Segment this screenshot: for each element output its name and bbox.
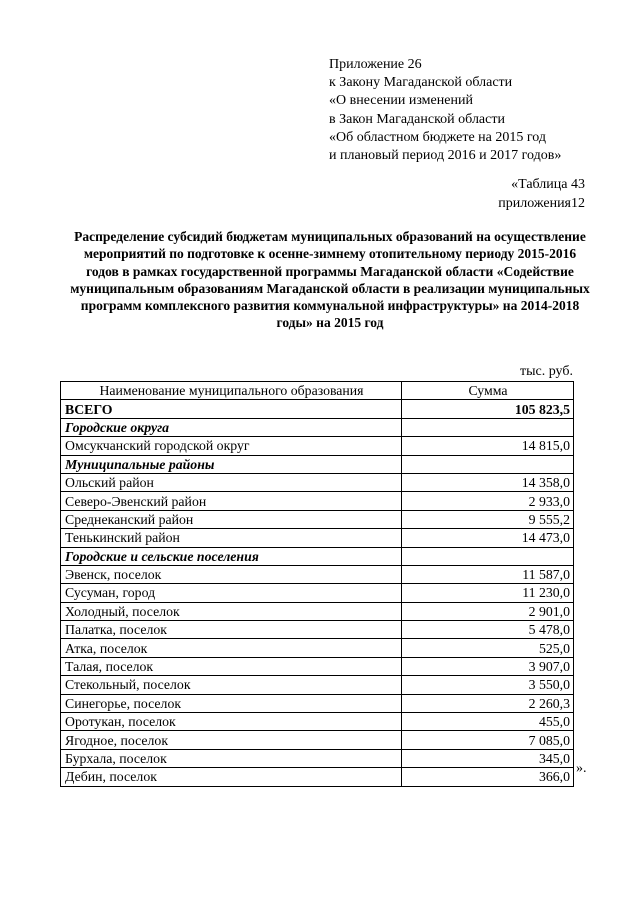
municipality-sum: 14 815,0 <box>402 437 574 455</box>
group-sum-empty <box>402 547 574 565</box>
municipality-name: Ольский район <box>61 473 402 491</box>
group-title: Городские округа <box>61 418 402 436</box>
group-header-row <box>61 455 574 473</box>
municipality-sum: 2 933,0 <box>402 492 574 510</box>
header-name: Наименование муниципального образования <box>61 382 402 400</box>
appendix-line: и плановый период 2016 и 2017 годов» <box>329 148 562 164</box>
municipality-sum: 11 230,0 <box>402 584 574 602</box>
municipality-name: Холодный, поселок <box>61 602 402 620</box>
table-row <box>61 768 574 786</box>
municipality-name: Оротукан, поселок <box>61 713 402 731</box>
municipality-sum: 9 555,2 <box>402 510 574 528</box>
table-row <box>61 492 574 510</box>
municipality-name: Синегорье, поселок <box>61 694 402 712</box>
appendix-block <box>329 56 561 165</box>
closing-quote: ». <box>576 761 587 776</box>
table-row <box>61 639 574 657</box>
table-row <box>61 694 574 712</box>
municipality-name: Дебин, поселок <box>61 768 402 786</box>
unit-label: тыс. руб. <box>520 364 573 379</box>
group-title: Муниципальные районы <box>61 455 402 473</box>
appendix-line: Приложение 26 <box>329 57 422 72</box>
total-label: ВСЕГО <box>61 400 402 418</box>
municipality-name: Омсукчанский городской округ <box>61 437 402 455</box>
table-row <box>61 510 574 528</box>
municipality-sum: 345,0 <box>402 749 574 767</box>
municipality-name: Талая, поселок <box>61 657 402 675</box>
table-row <box>61 602 574 620</box>
table-reference <box>498 176 585 213</box>
municipality-sum: 3 907,0 <box>402 657 574 675</box>
table-row <box>61 749 574 767</box>
document-title: Распределение субсидий бюджетам муниципальных образований на осуществление мероприятий по подготовке к осенне-зимнему отопительному периоду 2015-2016 годов в рамках государственной программы Магаданской области «Содействие муниципальным образованиям Магаданской области в реализации муниципальных программ комплексного развития коммунальной инфраструктуры» на 2014-2018 годы» на 2015 год <box>70 229 590 331</box>
municipality-sum: 3 550,0 <box>402 676 574 694</box>
table-reference-line1: «Таблица 43 <box>511 177 585 192</box>
group-header-row <box>61 547 574 565</box>
table-header-row <box>61 382 574 400</box>
total-sum: 105 823,5 <box>402 400 574 418</box>
municipality-name: Эвенск, поселок <box>61 565 402 583</box>
group-sum-empty <box>402 455 574 473</box>
municipality-sum: 7 085,0 <box>402 731 574 749</box>
group-header-row <box>61 418 574 436</box>
table-row <box>61 437 574 455</box>
municipality-name: Атка, поселок <box>61 639 402 657</box>
table-row <box>61 584 574 602</box>
appendix-line: «Об областном бюджете на 2015 год <box>329 129 546 145</box>
table-row <box>61 473 574 491</box>
table-row <box>61 529 574 547</box>
municipality-sum: 14 473,0 <box>402 529 574 547</box>
municipality-name: Северо-Эвенский район <box>61 492 402 510</box>
municipality-sum: 525,0 <box>402 639 574 657</box>
municipality-sum: 11 587,0 <box>402 565 574 583</box>
municipality-name: Сусуман, город <box>61 584 402 602</box>
municipality-sum: 2 260,3 <box>402 694 574 712</box>
group-sum-empty <box>402 418 574 436</box>
appendix-line: в Закон Магаданской области <box>329 111 505 127</box>
municipality-name: Бурхала, поселок <box>61 749 402 767</box>
table-row <box>61 731 574 749</box>
municipality-sum: 2 901,0 <box>402 602 574 620</box>
table-row <box>61 676 574 694</box>
table-reference-line2: приложения12 <box>498 195 585 211</box>
appendix-line: «О внесении изменений <box>329 93 473 109</box>
municipality-name: Ягодное, поселок <box>61 731 402 749</box>
table-row <box>61 713 574 731</box>
municipality-sum: 5 478,0 <box>402 621 574 639</box>
table-row <box>61 621 574 639</box>
table-row <box>61 565 574 583</box>
appendix-line: к Закону Магаданской области <box>329 75 513 91</box>
municipality-name: Среднеканский район <box>61 510 402 528</box>
municipality-name: Тенькинский район <box>61 529 402 547</box>
municipality-name: Палатка, поселок <box>61 621 402 639</box>
header-sum: Сумма <box>402 382 574 400</box>
municipality-sum: 366,0 <box>402 768 574 786</box>
municipality-sum: 14 358,0 <box>402 473 574 491</box>
municipality-sum: 455,0 <box>402 713 574 731</box>
group-title: Городские и сельские поселения <box>61 547 402 565</box>
total-row <box>61 400 574 418</box>
subsidy-table <box>60 381 574 787</box>
municipality-name: Стекольный, поселок <box>61 676 402 694</box>
table-row <box>61 657 574 675</box>
